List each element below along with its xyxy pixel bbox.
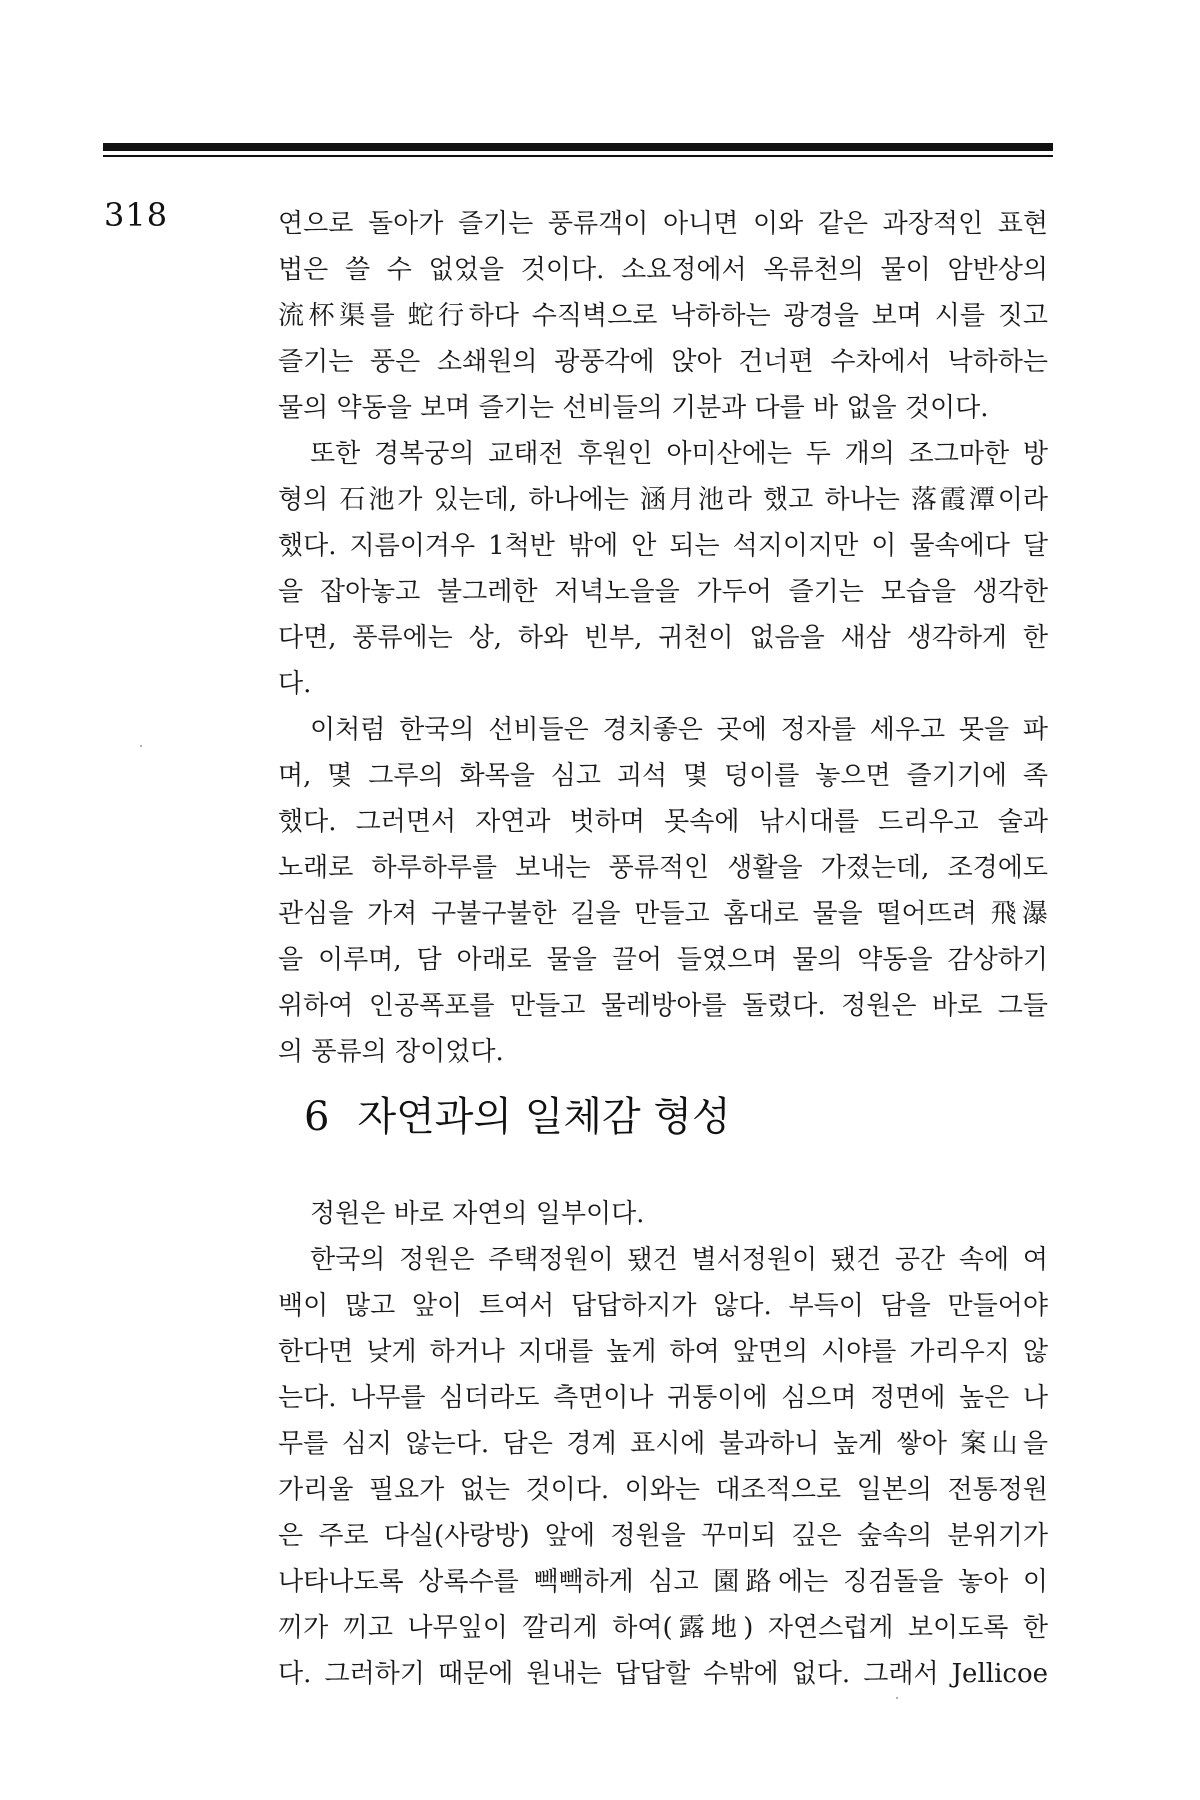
- text-line: 또한 경복궁의 교태전 후원인 아미산에는 두 개의 조그마한 방: [310, 439, 1048, 469]
- text-line: 이처럼 한국의 선비들은 경치좋은 곳에 정자를 세우고 못을 파: [310, 715, 1048, 745]
- section-number: 6: [304, 1094, 330, 1140]
- text-line: 다.: [278, 669, 312, 699]
- page-number: 318: [104, 196, 169, 234]
- text-line: 끼가 끼고 나무잎이 깔리게 하여(露地) 자연스럽게 보이도록 한: [278, 1613, 1048, 1643]
- text-line: 다면, 풍류에는 상, 하와 빈부, 귀천이 없음을 새삼 생각하게 한: [278, 623, 1048, 653]
- text-line: 위하여 인공폭포를 만들고 물레방아를 돌렸다. 정원은 바로 그들: [278, 991, 1048, 1021]
- text-line: 가리울 필요가 없는 것이다. 이와는 대조적으로 일본의 전통정원: [278, 1475, 1048, 1505]
- text-line: 한다면 낮게 하거나 지대를 높게 하여 앞면의 시야를 가리우지 않: [278, 1337, 1048, 1367]
- text-line: 의 풍류의 장이었다.: [278, 1037, 504, 1067]
- text-line: 연으로 돌아가 즐기는 풍류객이 아니면 이와 같은 과장적인 표현: [278, 209, 1048, 239]
- section-title: 자연과의 일체감 형성: [357, 1094, 731, 1140]
- text-line: 노래로 하루하루를 보내는 풍류적인 생활을 가졌는데, 조경에도: [278, 853, 1048, 883]
- scan-speck: [896, 1697, 898, 1699]
- scan-speck: [140, 745, 142, 747]
- text-line: 형의 石池가 있는데, 하나에는 涵月池라 했고 하나는 落霞潭이라: [278, 485, 1048, 515]
- text-line: 무를 심지 않는다. 담은 경계 표시에 불과하니 높게 쌓아 案山을: [278, 1429, 1048, 1459]
- text-line: 했다. 지름이겨우 1척반 밖에 안 되는 석지이지만 이 물속에다 달: [278, 531, 1048, 561]
- text-line: 즐기는 풍은 소쇄원의 광풍각에 앉아 건너편 수차에서 낙하하는: [278, 347, 1048, 377]
- text-line: 법은 쓸 수 없었을 것이다. 소요정에서 옥류천의 물이 암반상의: [278, 255, 1048, 285]
- text-line: 다. 그러하기 때문에 원내는 답답할 수밖에 없다. 그래서 Jellicoe: [278, 1659, 1048, 1689]
- text-line: 정원은 바로 자연의 일부이다.: [310, 1199, 645, 1229]
- header-rule-thick: [103, 143, 1053, 151]
- text-line: 관심을 가져 구불구불한 길을 만들고 홈대로 물을 떨어뜨려 飛瀑: [278, 899, 1048, 929]
- text-line: 流杯渠를 蛇行하다 수직벽으로 낙하하는 광경을 보며 시를 짓고: [278, 301, 1048, 331]
- text-line: 을 잡아놓고 불그레한 저녁노을을 가두어 즐기는 모습을 생각한: [278, 577, 1048, 607]
- text-line: 물의 약동을 보며 즐기는 선비들의 기분과 다를 바 없을 것이다.: [278, 393, 989, 423]
- text-line: 며, 몇 그루의 화목을 심고 괴석 몇 덩이를 놓으면 즐기기에 족: [278, 761, 1048, 791]
- text-line: 했다. 그러면서 자연과 벗하며 못속에 낚시대를 드리우고 술과: [278, 807, 1048, 837]
- text-line: 은 주로 다실(사랑방) 앞에 정원을 꾸미되 깊은 숲속의 분위기가: [278, 1521, 1048, 1551]
- text-line: 는다. 나무를 심더라도 측면이나 귀퉁이에 심으며 정면에 높은 나: [278, 1383, 1048, 1413]
- text-block-before-section: [278, 201, 1048, 1075]
- text-line: 한국의 정원은 주택정원이 됐건 별서정원이 됐건 공간 속에 여: [310, 1245, 1048, 1275]
- header-rule-thin: [103, 155, 1053, 157]
- text-line: 나타나도록 상록수를 빽빽하게 심고 園路에는 징검돌을 놓아 이: [278, 1567, 1048, 1597]
- text-line: 백이 많고 앞이 트여서 답답하지가 않다. 부득이 담을 만들어야: [278, 1291, 1048, 1321]
- text-block-after-section: [278, 1191, 1048, 1697]
- text-line: 을 이루며, 담 아래로 물을 끌어 들였으며 물의 약동을 감상하기: [278, 945, 1048, 975]
- section-heading: [304, 1087, 731, 1147]
